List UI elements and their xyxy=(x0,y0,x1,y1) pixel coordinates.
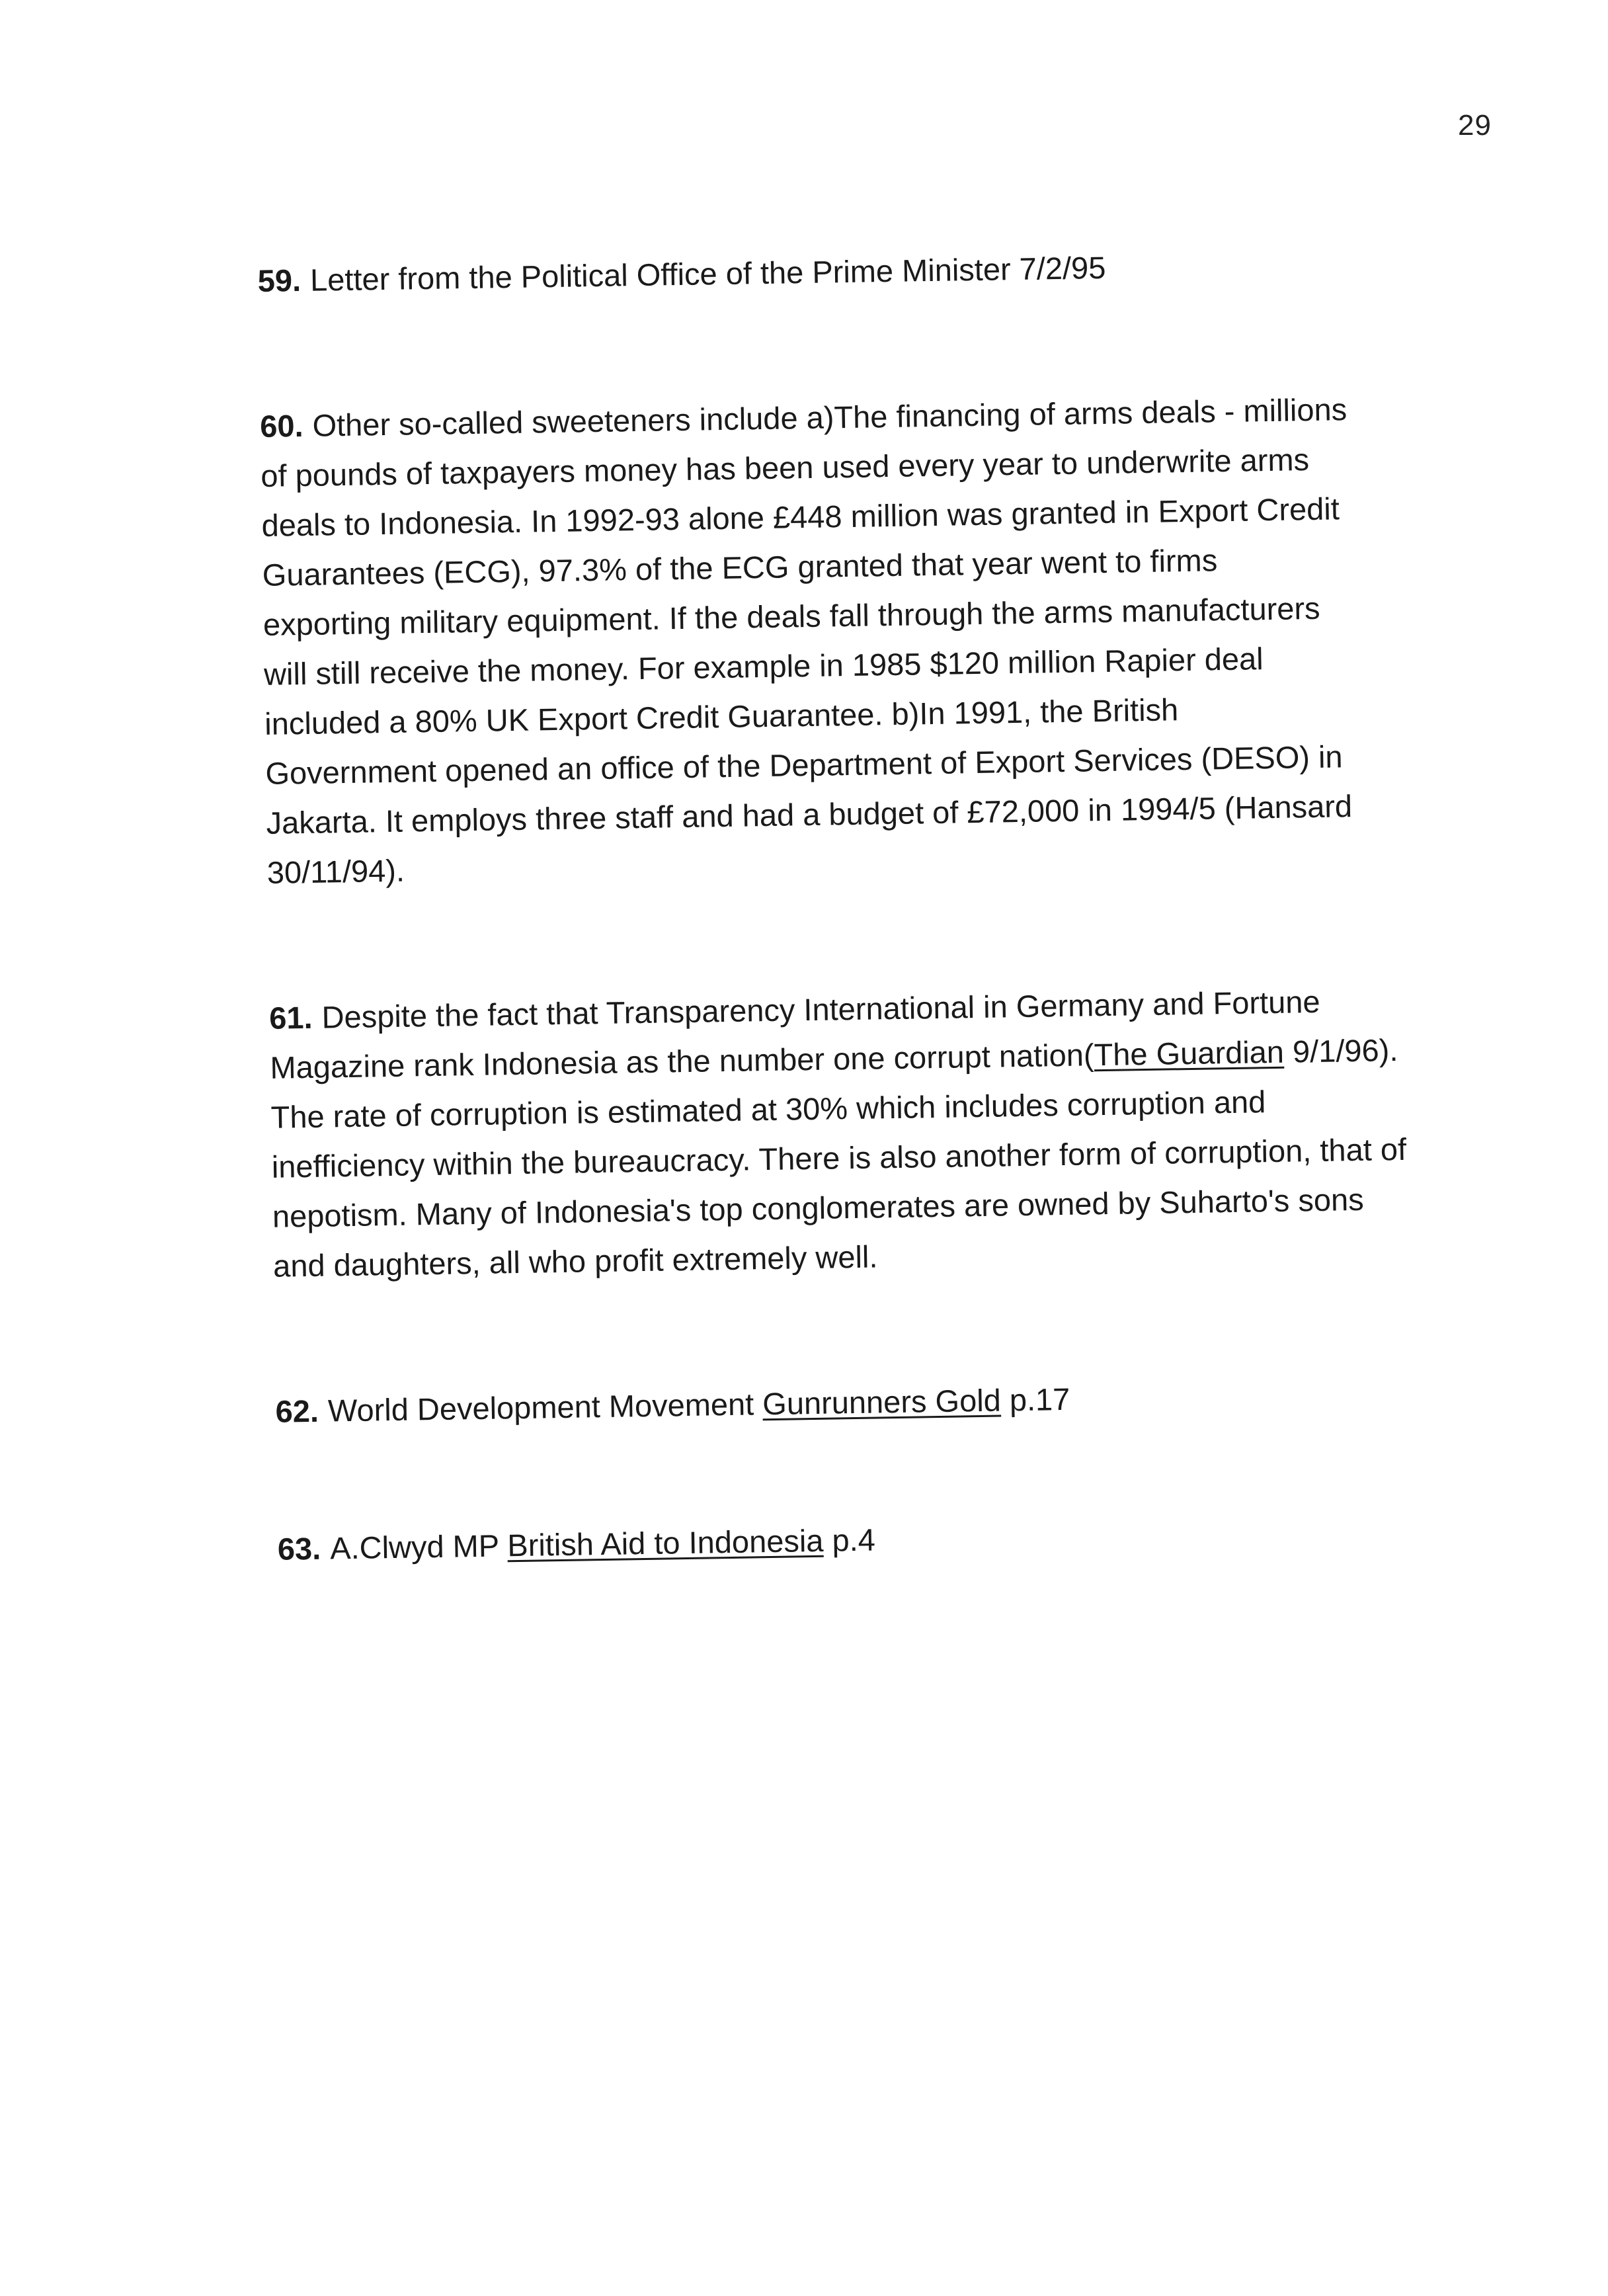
endnote-number: 61. xyxy=(268,999,313,1036)
endnote-number: 62. xyxy=(275,1393,319,1429)
endnote-61 xyxy=(268,926,1424,1291)
endnote-text: Other so-called sweeteners include a)The financing of arms deals - millions of pounds of taxpayers money has been used every year to underwrite arms deals to Indonesia. In 1992-93 alone £448 million was granted in Export Credit Guarantees (ECG), 97.3% of the ECG granted that year went to firms exporting military equipment. If the deals fall through the arms manufacturers will still receive the money. For example in 1985 $120 million Rapier deal included a 80% UK Export Credit Guarantee. b)In 1991, the British Government opened an office of the Department of Export Services (DESO) in Jakarta. It employs three staff and had a budget of £72,000 in 1994/5 (Hansard 30/11/94). xyxy=(260,391,1353,890)
endnote-62 xyxy=(274,1319,1453,1436)
endnote-title: British Aid to Indonesia xyxy=(506,1522,824,1563)
endnote-number: 63. xyxy=(277,1530,321,1567)
endnote-text-after: 9/1/96). The rate of corruption is estimated at 30% which includes corruption and inefficiency within the bureaucracy. There is also another form of corruption, that of nepotism. Many of Indonesia's top conglomerates are owned by Suharto's sons and daughters, all who profit extremely well. xyxy=(270,1032,1407,1284)
endnote-number: 60. xyxy=(259,407,303,444)
endnote-number: 59. xyxy=(257,262,302,298)
endnote-63 xyxy=(276,1456,1455,1574)
endnote-text-before: A.Clwyd MP xyxy=(329,1528,508,1566)
endnote-60 xyxy=(259,335,1358,897)
endnote-59 xyxy=(257,192,1170,306)
endnotes-list xyxy=(257,188,1455,1620)
page-number: 29 xyxy=(1458,109,1492,142)
endnote-text-before: World Development Movement xyxy=(327,1386,763,1428)
endnote-text-after: p.4 xyxy=(823,1522,876,1558)
endnote-title: Gunrunners Gold xyxy=(762,1382,1002,1422)
endnote-text-before: Despite the fact that Transparency International in Germany and Fortune Magazine rank Indonesia as the number one corrupt nation( xyxy=(270,983,1320,1085)
endnote-text-after: p.17 xyxy=(1000,1381,1070,1418)
endnote-text: Letter from the Political Office of the Prime Minister 7/2/95 xyxy=(309,249,1106,298)
endnote-title: The Guardian xyxy=(1094,1034,1285,1073)
